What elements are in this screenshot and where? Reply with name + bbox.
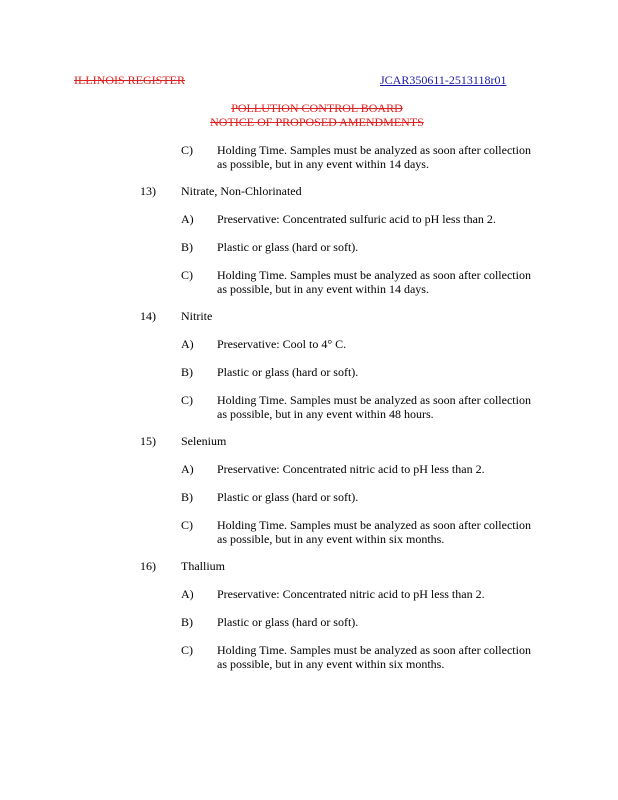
section-number: 15) xyxy=(140,434,156,448)
item-letter: A) xyxy=(181,587,194,601)
item-text: Preservative: Concentrated nitric acid to pH less than 2. xyxy=(217,462,485,476)
item-text: Plastic or glass (hard or soft). xyxy=(217,240,359,254)
item-letter: A) xyxy=(181,337,194,351)
item-letter: B) xyxy=(181,365,193,379)
item-text: as possible, but in any event within 14 days. xyxy=(217,157,429,171)
item-text: Holding Time. Samples must be analyzed as soon after collection xyxy=(217,143,531,157)
item-letter: C) xyxy=(181,518,193,532)
section-name: Nitrite xyxy=(181,309,213,323)
item-text: as possible, but in any event within six months. xyxy=(217,532,445,546)
item-text: Preservative: Cool to 4° C. xyxy=(217,337,347,351)
item-text: Holding Time. Samples must be analyzed as soon after collection xyxy=(217,268,531,282)
register-header: ILLINOIS REGISTER xyxy=(74,73,185,87)
item-letter: C) xyxy=(181,643,193,657)
section-name: Thallium xyxy=(181,559,225,573)
item-text: Preservative: Concentrated nitric acid to pH less than 2. xyxy=(217,587,485,601)
item-text: as possible, but in any event within six months. xyxy=(217,657,445,671)
item-text: as possible, but in any event within 14 days. xyxy=(217,282,429,296)
item-text: Plastic or glass (hard or soft). xyxy=(217,365,359,379)
item-letter: B) xyxy=(181,615,193,629)
item-letter: B) xyxy=(181,240,193,254)
item-letter: C) xyxy=(181,393,193,407)
item-letter: B) xyxy=(181,490,193,504)
item-letter: C) xyxy=(181,268,193,282)
section-name: Selenium xyxy=(181,434,227,448)
section-name: Nitrate, Non-Chlorinated xyxy=(181,184,302,198)
document-id-link[interactable]: JCAR350611-2513118r01 xyxy=(380,73,507,87)
item-text: Plastic or glass (hard or soft). xyxy=(217,490,359,504)
section-number: 13) xyxy=(140,184,156,198)
section-number: 14) xyxy=(140,309,156,323)
item-text: Holding Time. Samples must be analyzed as soon after collection xyxy=(217,393,531,407)
item-text: Holding Time. Samples must be analyzed as soon after collection xyxy=(217,643,531,657)
notice-title: NOTICE OF PROPOSED AMENDMENTS xyxy=(210,115,424,129)
item-text: Preservative: Concentrated sulfuric acid to pH less than 2. xyxy=(217,212,496,226)
item-text: Holding Time. Samples must be analyzed as soon after collection xyxy=(217,518,531,532)
section-number: 16) xyxy=(140,559,156,573)
item-letter: A) xyxy=(181,212,194,226)
item-text: as possible, but in any event within 48 hours. xyxy=(217,407,434,421)
item-letter: C) xyxy=(181,143,193,157)
item-letter: A) xyxy=(181,462,194,476)
item-text: Plastic or glass (hard or soft). xyxy=(217,615,359,629)
board-title: POLLUTION CONTROL BOARD xyxy=(231,101,403,115)
